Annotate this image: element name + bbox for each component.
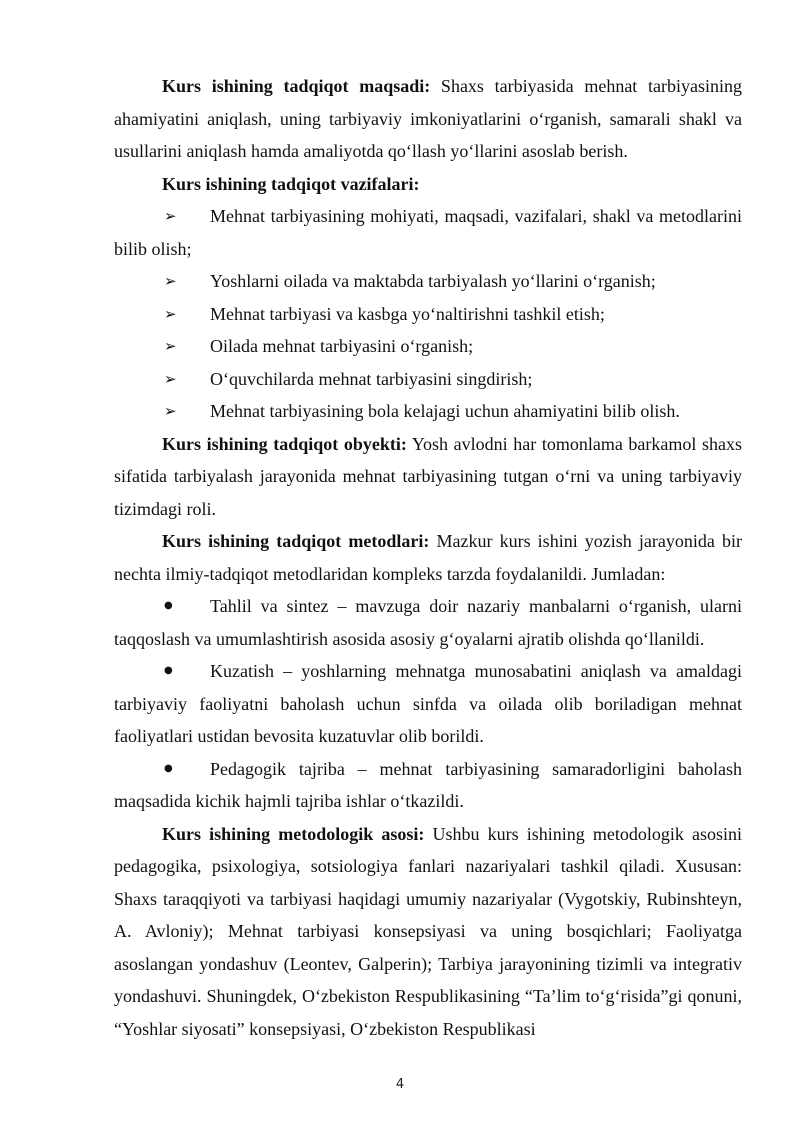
dot-icon: ●: [164, 600, 173, 611]
method-item: [114, 590, 742, 655]
research-goal-text: Shaxs tarbiyasida mehnat tarbiyasining ahamiyatini aniqlash, uning tarbiyaviy imkoniyatlarini oʻrganish, samarali shakl va usullarini aniqlash hamda amaliyotda qoʻllash yoʻllarini asoslab berish.: [114, 76, 742, 161]
research-goal-label: Kurs ishining tadqiqot maqsadi:: [162, 76, 431, 96]
task-text: Yoshlarni oilada va maktabda tarbiyalash yoʻllarini oʻrganish;: [210, 271, 656, 291]
dot-icon: ●: [164, 665, 173, 676]
task-text: Mehnat tarbiyasining bola kelajagi uchun ahamiyatini bilib olish.: [210, 401, 680, 421]
page-number: 4: [395, 1077, 405, 1092]
methodology-paragraph: [114, 818, 742, 1046]
task-item: [114, 200, 742, 265]
method-item: [114, 753, 742, 818]
research-tasks-heading: [114, 168, 742, 201]
task-item: [114, 298, 742, 331]
task-text: Mehnat tarbiyasi va kasbga yoʻnaltirishni tashkil etish;: [210, 303, 605, 324]
task-item: [114, 395, 742, 428]
research-tasks-label: Kurs ishining tadqiqot vazifalari:: [162, 173, 420, 194]
research-methods-paragraph: [114, 525, 742, 590]
research-object-text: Yosh avlodni har tomonlama barkamol shaxs sifatida tarbiyalash jarayonida mehnat tarbiyasining tutgan oʻrni va uning tarbiyaviy tizimdagi roli.: [114, 433, 742, 519]
research-methods-label: Kurs ishining tadqiqot metodlari:: [162, 531, 430, 551]
arrowhead-icon: ➢: [164, 304, 177, 323]
research-object-paragraph: [114, 428, 742, 526]
task-item: [114, 330, 742, 363]
arrowhead-icon: ➢: [164, 272, 177, 290]
task-text: Oʻquvchilarda mehnat tarbiyasini singdirish;: [210, 368, 533, 389]
task-item: [114, 363, 742, 396]
document-page: [114, 70, 742, 1045]
methodology-label: Kurs ishining metodologik asosi:: [162, 823, 425, 844]
research-object-label: Kurs ishining tadqiqot obyekti:: [162, 433, 407, 454]
research-methods-text: Mazkur kurs ishini yozish jarayonida bir nechta ilmiy-tadqiqot metodlaridan kompleks tarzda foydalanildi. Jumladan:: [114, 531, 742, 584]
dot-icon: ●: [164, 762, 173, 774]
methodology-text: Ushbu kurs ishining metodologik asosini pedagogika, psixologiya, sotsiologiya fanlari nazariyalari tashkil qiladi. Xususan: Shaxs taraqqiyoti va tarbiyasi haqidagi umumiy nazariyalar (Vygotskiy, Rubinshteyn, A. Avloniy); Mehnat tarbiyasi konsepsiyasi va uning bosqichlari; Faoliyatga asoslangan yondashuv (Leontev, Galperin); Tarbiya jarayonining tizimli va integrativ yondashuvi. Shuningdek, Oʻzbekiston Respublikasining “Ta’lim toʻgʻrisida”gi qonuni, “Yoshlar siyosati” konsepsiyasi, Oʻzbekiston Respublikasi: [114, 823, 742, 1039]
task-item: [114, 265, 742, 298]
research-goal-paragraph: [114, 70, 742, 168]
method-text: Kuzatish – yoshlarning mehnatga munosabatini aniqlash va amaldagi tarbiyaviy faoliyatni baholash uchun sinfda va oilada olib boriladigan mehnat faoliyatlari ustidan bevosita kuzatuvlar olib borildi.: [114, 661, 742, 746]
task-text: Mehnat tarbiyasining mohiyati, maqsadi, vazifalari, shakl va metodlarini bilib olish;: [114, 206, 742, 259]
method-text: Pedagogik tajriba – mehnat tarbiyasining samaradorligini baholash maqsadida kichik hajmli tajriba ishlar oʻtkazildi.: [114, 758, 742, 811]
method-text: Tahlil va sintez – mavzuga doir nazariy manbalarni oʻrganish, ularni taqqoslash va umumlashtirish asosida asosiy gʻoyalarni ajratib olishda qoʻllanildi.: [114, 596, 742, 649]
arrowhead-icon: ➢: [164, 369, 177, 388]
arrowhead-icon: ➢: [164, 402, 177, 420]
task-text: Oilada mehnat tarbiyasini oʻrganish;: [210, 336, 474, 356]
method-item: [114, 655, 742, 753]
arrowhead-icon: ➢: [164, 337, 177, 355]
arrowhead-icon: ➢: [164, 207, 177, 225]
